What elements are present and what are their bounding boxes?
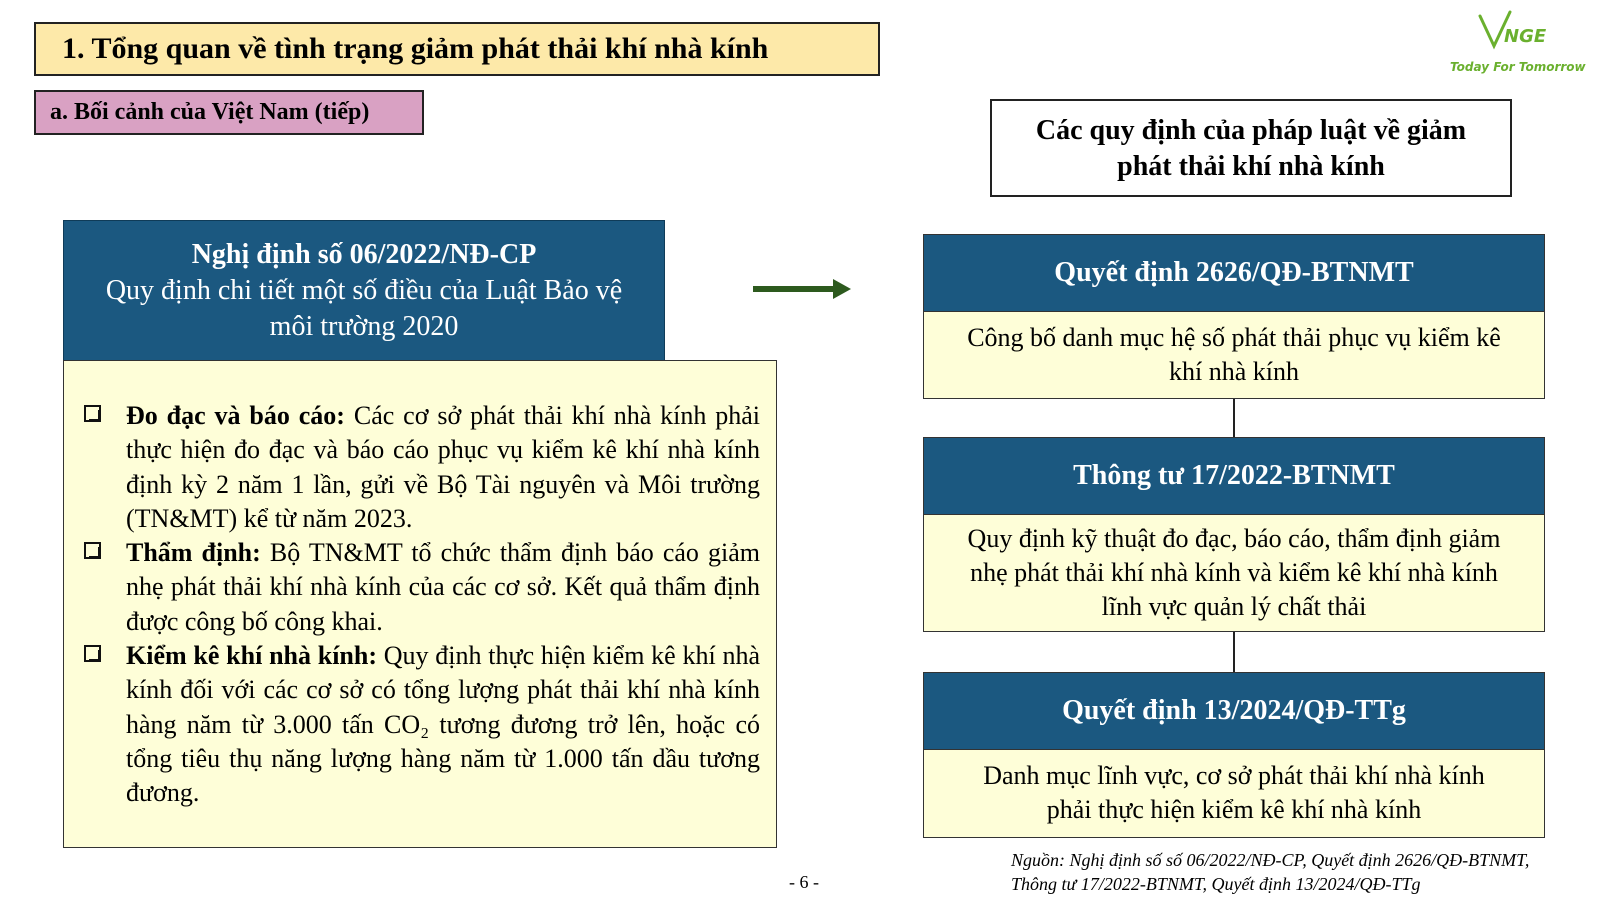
bullet-item: [84, 536, 760, 639]
card-line: phải thực hiện kiểm kê khí nhà kính: [1046, 795, 1422, 824]
legal-heading-line1: Các quy định của pháp luật về giảm: [1035, 115, 1467, 146]
connector-line: [1233, 632, 1235, 672]
bullet-label: Đo đạc và báo cáo:: [126, 401, 345, 430]
slide-title: 1. Tổng quan về tình trạng giảm phát thải khí nhà kính: [34, 22, 880, 76]
decree-title: Nghị định số 06/2022/NĐ-CP: [191, 239, 537, 270]
logo-tagline: Today For Tomorrow: [1450, 60, 1586, 74]
card-description: [923, 312, 1545, 399]
decree-header: [63, 220, 665, 362]
checkbox-bullet-icon: [84, 542, 101, 559]
bullet-text: Các cơ sở phát thải khí nhà kính phải thực hiện đo đạc và báo cáo phục vụ kiểm kê khí nhà kính định kỳ 2 năm 1 lần, gửi về Bộ Tài nguyên và Môi trường (TN&MT) kể từ năm 2023.: [126, 401, 760, 533]
card-title: Quyết định 2626/QĐ-BTNMT: [923, 234, 1545, 312]
logo-name: NGE: [1504, 26, 1547, 47]
checkbox-bullet-icon: [84, 405, 101, 422]
decree-desc-line2: môi trường 2020: [269, 311, 459, 342]
card-description: [923, 515, 1545, 632]
card-line: Danh mục lĩnh vực, cơ sở phát thải khí nhà kính: [983, 761, 1485, 790]
decree-desc-line1: Quy định chi tiết một số điều của Luật Bảo vệ: [105, 275, 623, 306]
bullet-text: Bộ TN&MT tổ chức thẩm định báo cáo giảm nhẹ phát thải khí nhà kính của các cơ sở. Kết quả thẩm định được công bố công khai.: [126, 538, 760, 636]
checkbox-bullet-icon: [84, 645, 101, 662]
source-line1: Nguồn: Nghị định số số 06/2022/NĐ-CP, Quyết định 2626/QĐ-BTNMT,: [1011, 850, 1530, 870]
section-subtitle: a. Bối cảnh của Việt Nam (tiếp): [34, 90, 424, 135]
bullet-label: Thẩm định:: [126, 538, 261, 568]
source-note: [1011, 848, 1596, 896]
right-arrow-icon: [753, 277, 853, 301]
connector-line: [1233, 399, 1235, 437]
bullet-item: [84, 399, 760, 536]
bullet-text: Quy định thực hiện kiểm kê khí nhà kính đối với các cơ sở có tổng lượng phát thải khí nhà kính hàng năm từ 3.000 tấn CO₂ tương đương trở lên, hoặc có tổng tiêu thụ năng lượng hàng năm từ 1.000 tấn dầu tương đương.: [126, 641, 760, 808]
legal-regulations-heading: [990, 99, 1512, 197]
decree-details: [63, 360, 777, 848]
legal-heading-line2: phát thải khí nhà kính: [1117, 151, 1385, 182]
card-line: Quy định kỹ thuật đo đạc, báo cáo, thẩm định giảm: [967, 524, 1501, 553]
card-description: [923, 750, 1545, 838]
card-title: Thông tư 17/2022-BTNMT: [923, 437, 1545, 515]
card-line: lĩnh vực quản lý chất thải: [1101, 592, 1367, 621]
card-title: Quyết định 13/2024/QĐ-TTg: [923, 672, 1545, 750]
card-line: Công bố danh mục hệ số phát thải phục vụ kiểm kê: [967, 323, 1501, 352]
card-line: nhẹ phát thải khí nhà kính và kiểm kê khí nhà kính: [970, 558, 1498, 587]
card-line: khí nhà kính: [1169, 357, 1299, 386]
bullet-item: [84, 639, 760, 810]
bullet-label: Kiểm kê khí nhà kính:: [126, 641, 378, 671]
vnge-logo: [1450, 6, 1590, 76]
source-line2: Thông tư 17/2022-BTNMT, Quyết định 13/2024/QĐ-TTg: [1011, 874, 1421, 894]
page-number: - 6 -: [789, 872, 819, 892]
